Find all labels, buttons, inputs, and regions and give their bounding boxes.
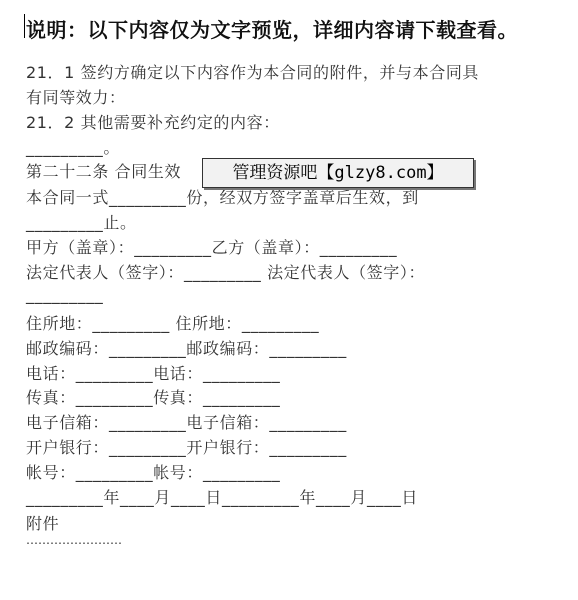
supplement-blank: _________。 xyxy=(26,138,120,157)
text-cursor xyxy=(24,14,25,38)
email-line: 电子信箱：_________电子信箱：_________ xyxy=(26,413,347,432)
date-line: _________年____月____日_________年____月____日 xyxy=(26,488,418,507)
party-seal-line: 甲方（盖章）：_________乙方（盖章）：_________ xyxy=(26,238,398,257)
preview-notice-heading: 说明：以下内容仅为文字预览，详细内容请下载查看。 xyxy=(26,18,518,42)
clause-21-2: 21．2 其他需要补充约定的内容： xyxy=(26,113,280,132)
site-watermark: 管理资源吧【glzy8.com】 xyxy=(202,158,474,188)
bank-line: 开户银行：_________开户银行：_________ xyxy=(26,438,347,457)
copies-clause-line-1: 本合同一式_________份，经双方签字盖章后生效，到 xyxy=(26,188,419,207)
legal-rep-line: 法定代表人（签字）：_________ 法定代表人（签字）： xyxy=(26,263,426,282)
attachment-label: 附件 xyxy=(26,514,60,533)
article-22-title: 第二十二条 合同生效 xyxy=(26,162,182,181)
account-line: 帐号：_________帐号：_________ xyxy=(26,463,281,482)
postcode-line: 邮政编码：_________邮政编码：_________ xyxy=(26,339,347,358)
clause-21-1-line-1: 21．1 签约方确定以下内容作为本合同的附件，并与本合同具 xyxy=(26,63,480,82)
ellipsis-line: …………………… xyxy=(26,533,122,547)
legal-rep-blank: _________ xyxy=(26,285,104,304)
phone-line: 电话：_________电话：_________ xyxy=(26,364,281,383)
fax-line: 传真：_________传真：_________ xyxy=(26,388,281,407)
copies-clause-line-2: _________止。 xyxy=(26,213,137,232)
address-line: 住所地：_________ 住所地：_________ xyxy=(26,314,320,333)
clause-21-1-line-2: 有同等效力： xyxy=(26,88,126,107)
